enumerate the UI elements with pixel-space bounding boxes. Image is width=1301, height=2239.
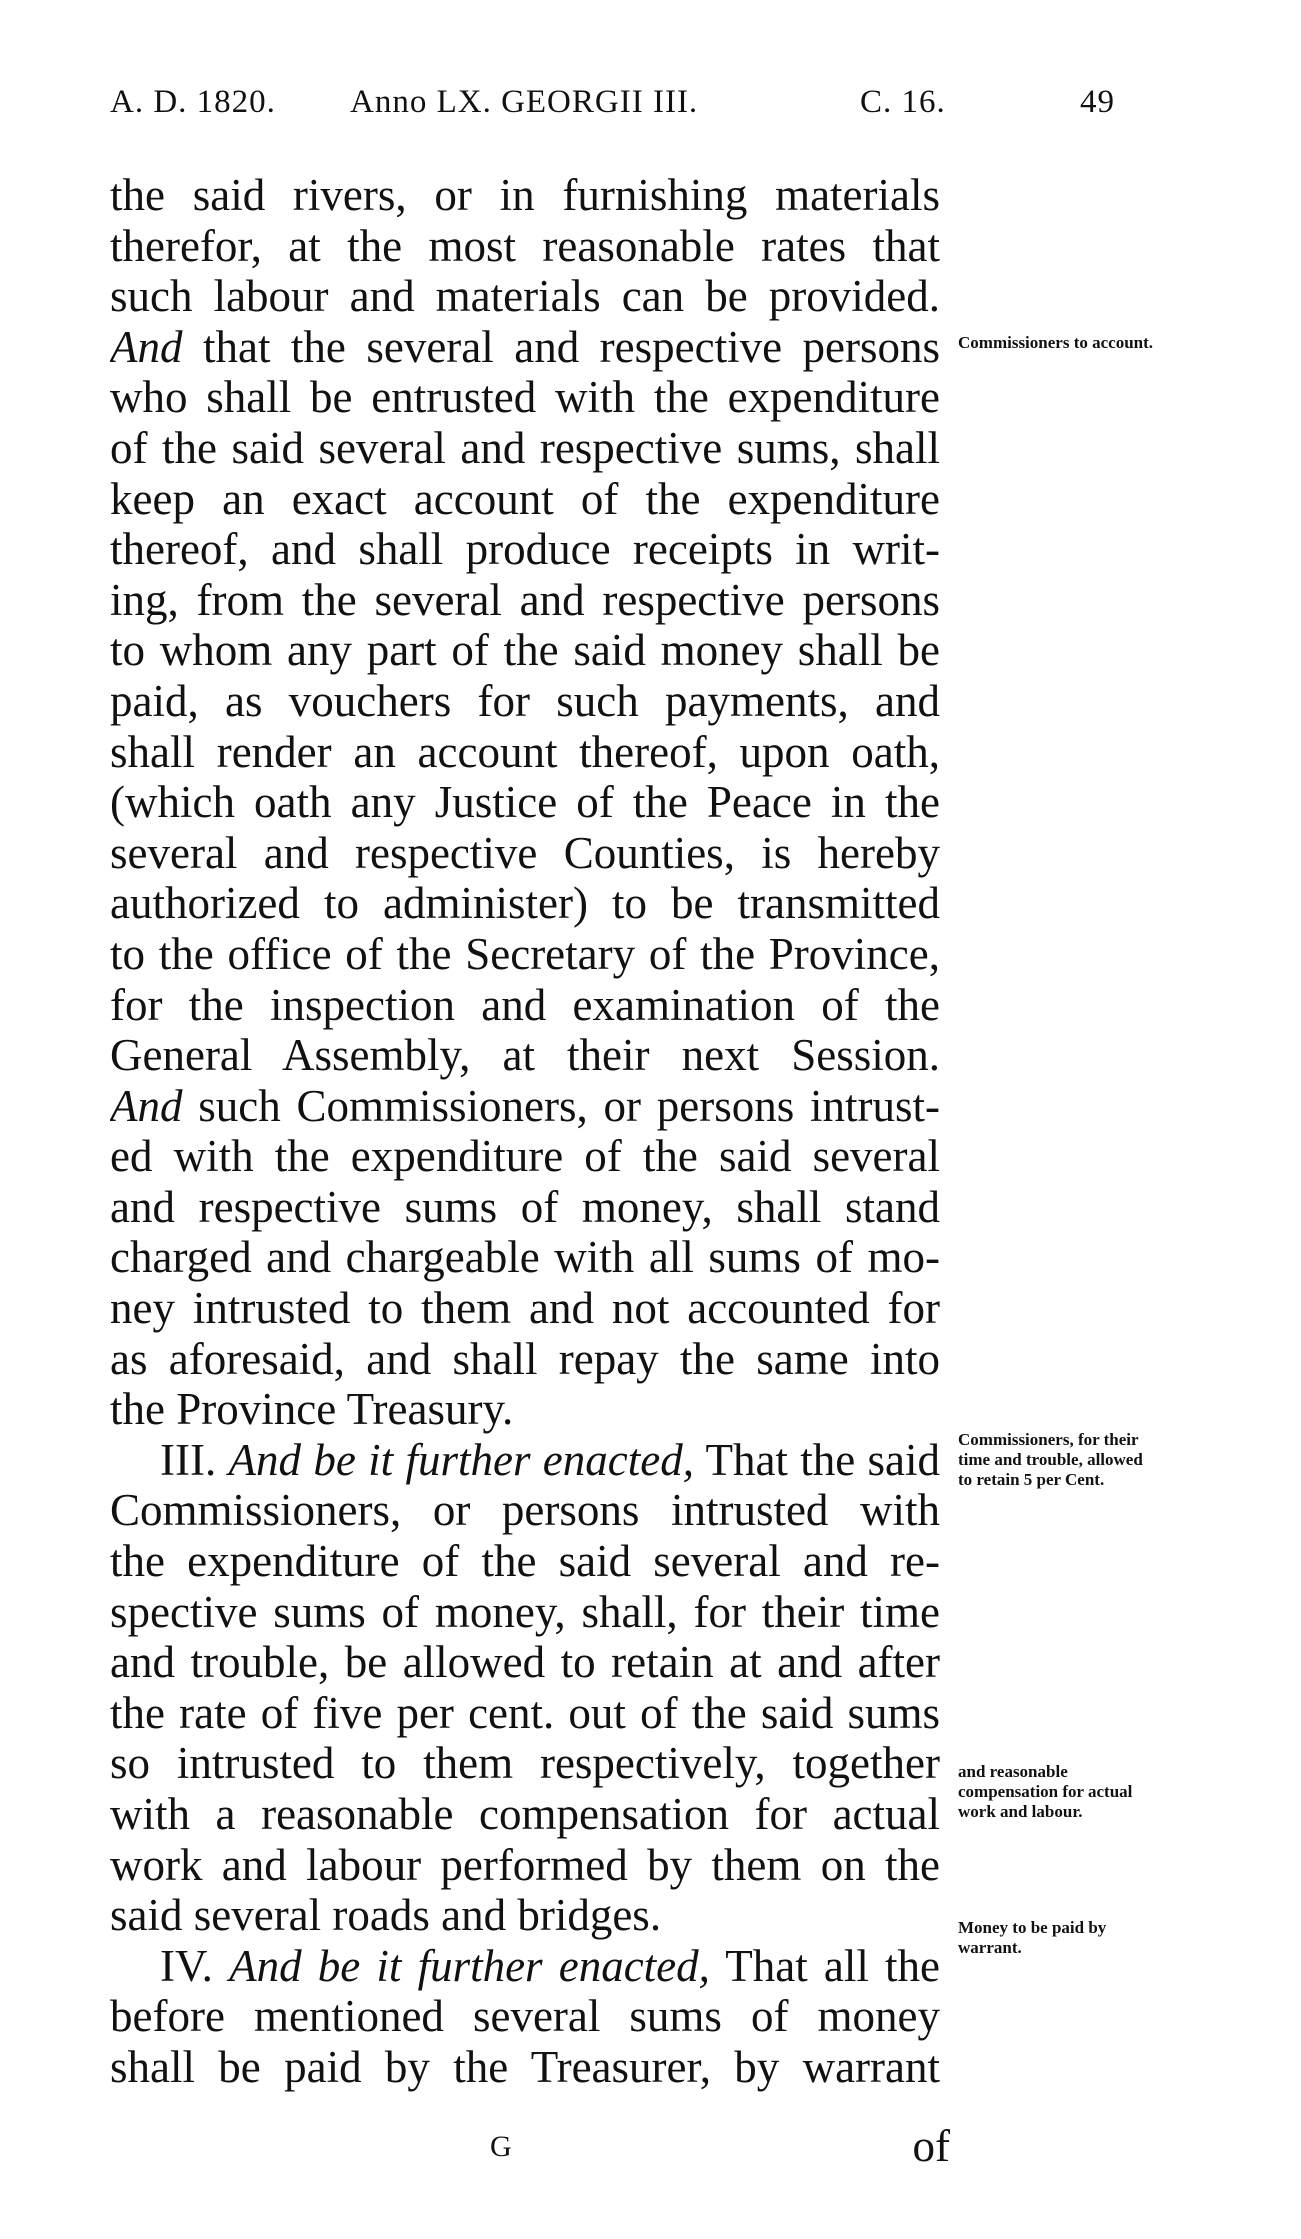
text-run: that the several and respective persons [202,321,940,372]
text-line: of the said several and respective sums, shall [110,422,940,473]
text-line: who shall be entrusted with the expenditure [110,372,940,423]
text-line: ing, from the several and respective persons [110,574,940,625]
text-line: for the inspection and examination of the [110,979,940,1030]
text-line: spective sums of money, shall, for their time [110,1586,940,1637]
text-line: before mentioned several sums of money [110,1991,940,2042]
body-text [110,170,940,2093]
italic-and: And [110,1080,183,1131]
running-header [110,84,1150,124]
text-line: the Province Treasury. [110,1384,514,1435]
text-line: as aforesaid, and shall repay the same into [110,1333,940,1384]
text-line: and trouble, be allowed to retain at and after [110,1637,940,1688]
text-run: such Commissioners, or persons intrust- [198,1080,940,1131]
section-heading [110,1435,940,1486]
italic-and: And [110,321,183,372]
header-title: Anno LX. GEORGII III. [350,84,699,120]
page-footer [110,2120,950,2170]
text-line: the said rivers, or in furnishing materials [110,170,940,220]
signature-mark: G [490,2130,512,2163]
enacting-clause: And be it further enacted, [228,1434,694,1485]
text-run: That the said [705,1434,940,1485]
text-line: several and respective Counties, is hereby [110,827,940,878]
margin-note: and reasonable compensation for actual work and labour. [958,1762,1133,1821]
text-line: work and labour performed by them on the [110,1839,940,1890]
margin-note: Money to be paid by warrant. [958,1918,1107,1957]
text-line: thereof, and shall produce receipts in writ- [110,524,940,575]
section-number: IV. [160,1940,213,1991]
text-line: shall render an account thereof, upon oath, [110,726,940,777]
text-line: such labour and materials can be provided. [110,271,940,322]
text-line: ed with the expenditure of the said several [110,1131,940,1182]
text-line [110,322,940,373]
text-line: the expenditure of the said several and re- [110,1536,940,1587]
catchword: of [912,2121,950,2171]
text-line: keep an exact account of the expenditure [110,473,940,524]
text-line: so intrusted to them respectively, together [110,1738,940,1789]
header-date: A. D. 1820. [110,84,276,120]
text-line [110,1081,940,1132]
text-line: and respective sums of money, shall stand [110,1181,940,1232]
page-number: 49 [1080,84,1115,120]
text-line: (which oath any Justice of the Peace in the [110,777,940,828]
text-line: said several roads and bridges. [110,1890,662,1941]
text-line: with a reasonable compensation for actual [110,1789,940,1839]
text-line: authorized to administer) to be transmitted [110,878,940,929]
section-heading [110,1941,940,1992]
text-line: to whom any part of the said money shall be [110,625,940,676]
margin-note: Commissioners to account. [958,333,1154,352]
header-chapter: C. 16. [860,84,946,120]
text-run: That all the [725,1940,940,1991]
text-line: shall be paid by the Treasurer, by warrant [110,2041,940,2092]
text-line: ney intrusted to them and not accounted for [110,1283,940,1334]
text-line: Commissioners, or persons intrusted with [110,1485,940,1536]
text-line: paid, as vouchers for such payments, and [110,675,940,726]
text-line: charged and chargeable with all sums of mo- [110,1232,940,1283]
text-line: therefor, at the most reasonable rates that [110,220,940,271]
margin-note: Commissioners, for their time and trouble, allowed to retain 5 per Cent. [958,1430,1143,1489]
text-line: to the office of the Secretary of the Province, [110,928,940,979]
text-line: the rate of five per cent. out of the said sums [110,1687,940,1738]
enacting-clause: And be it further enacted, [229,1940,710,1991]
section-number: III. [160,1434,217,1485]
text-line: General Assembly, at their next Session. [110,1030,940,1081]
